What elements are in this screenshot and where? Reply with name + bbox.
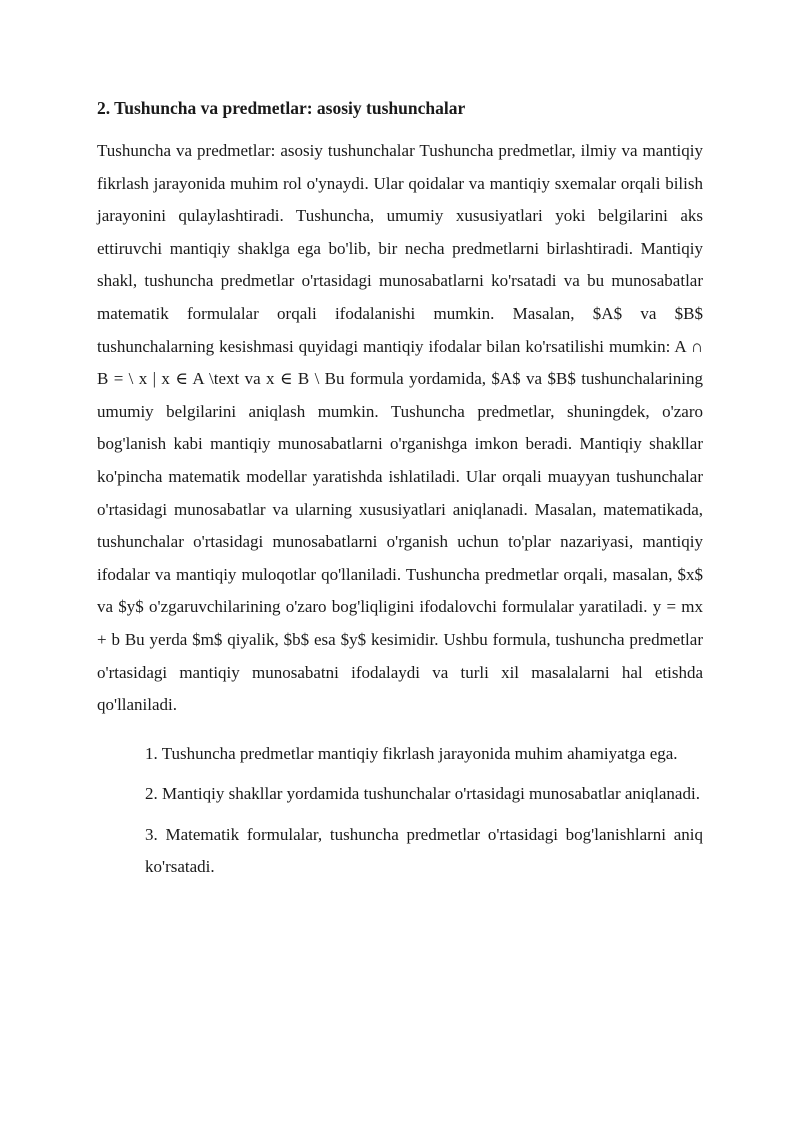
list-item: 3. Matematik formulalar, tushuncha predmetlar o'rtasidagi bog'lanishlarni aniq ko'rsatadi. — [145, 824, 703, 877]
list-item: 2. Mantiqiy shakllar yordamida tushunchalar o'rtasidagi munosabatlar aniqlanadi. — [145, 784, 700, 804]
list-item: 1. Tushuncha predmetlar mantiqiy fikrlash jarayonida muhim ahamiyatga ega. — [145, 743, 678, 763]
section-heading: 2. Tushuncha va predmetlar: asosiy tushunchalar — [97, 98, 466, 118]
body-paragraph: Tushuncha va predmetlar: asosiy tushunchalar Tushuncha predmetlar, ilmiy va mantiqiy fikrlash jarayonida muhim rol o'ynaydi. Ular qoidalar va mantiqiy sxemalar orqali bilish jarayonini qulaylashtiradi. Tushuncha, umumiy xususiyatlari yoki belgilarini aks ettiruvchi mantiqiy shaklga ega bo'lib, bir necha predmetlarni birlashtiradi. Mantiqiy shakl, tushuncha predmetlar o'rtasidagi munosabatlarni ko'rsatadi va bu munosabatlar matematik formulalar orqali ifodalanishi mumkin. Masalan, $A$ va $B$ tushunchalarning kesishmasi quyidagi mantiqiy ifodalar bilan ko'rsatilishi mumkin: A ∩ B = \ x | x ∈ A \text va x ∈ B \ Bu formula yordamida, $A$ va $B$ tushunchalarining umumiy belgilarini aniqlash mumkin. Tushuncha predmetlar, shuningdek, o'zaro bog'lanish kabi mantiqiy munosabatlarni o'rganishga imkon beradi. Mantiqiy shakllar ko'pincha matematik modellar yaratishda ishlatiladi. Ular orqali muayyan tushunchalar o'rtasidagi munosabatlar va ularning xususiyatlari aniqlanadi. Masalan, matematikada, tushunchalar o'rtasidagi munosabatlarni o'rganish uchun to'plar nazariyasi, mantiqiy ifodalar va mantiqiy muloqotlar qo'llaniladi. Tushuncha predmetlar orqali, masalan, $x$ va $y$ o'zgaruvchilarining o'zaro bog'liqligini ifodalovchi formulalar yaratiladi. y = mx + b Bu yerda $m$ qiyalik, $b$ esa $y$ kesimidir. Ushbu formula, tushuncha predmetlar o'rtasidagi mantiqiy munosabatni ifodalaydi va turli xil masalalarni hal etishda qo'llaniladi. — [97, 141, 703, 715]
summary-list — [97, 738, 703, 884]
document-page — [97, 96, 703, 892]
